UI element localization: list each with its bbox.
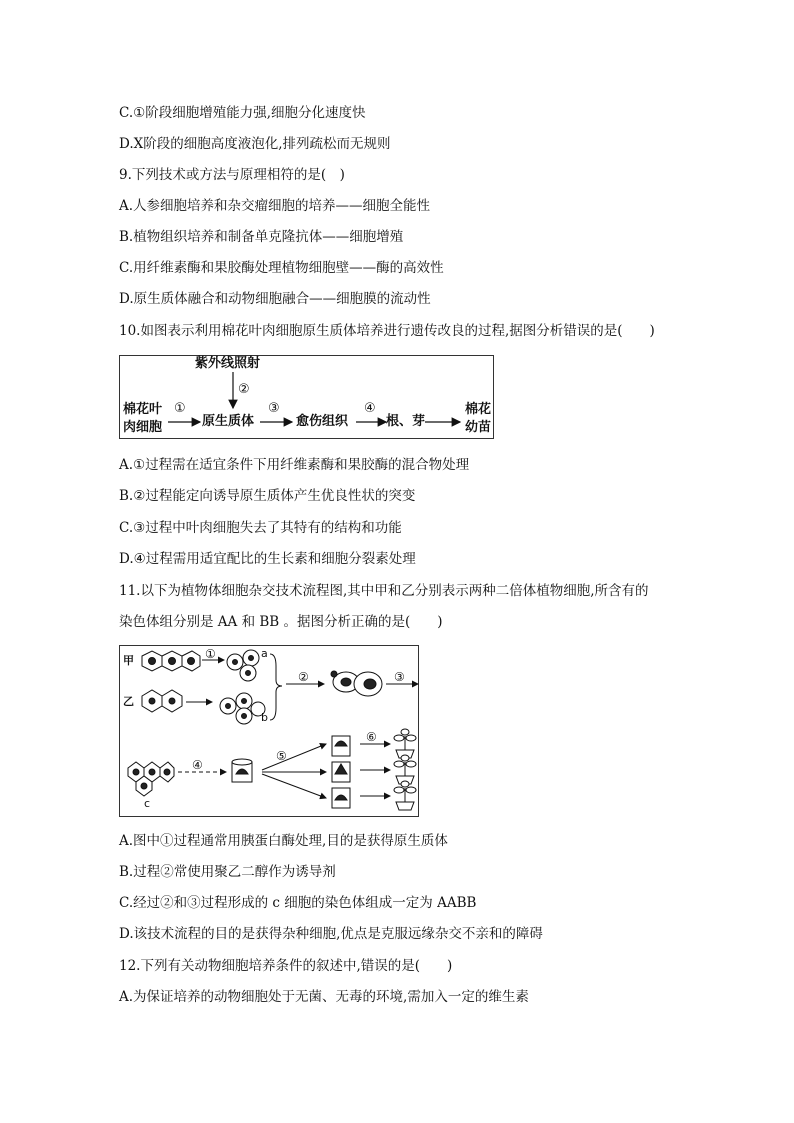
step6-label: ⑥ [366, 730, 377, 744]
q8-option-c: C.①阶段细胞增殖能力强,细胞分化速度快 [119, 105, 366, 121]
fused-cells [331, 671, 382, 696]
q10-flow-diagram [119, 355, 494, 439]
q11-stem-line-1: 11.以下为植物体细胞杂交技术流程图,其中甲和乙分别表示两种二倍体植物细胞,所含有的 [119, 583, 649, 599]
seedling-label-2: 幼苗 [465, 420, 492, 435]
callus-dish [232, 759, 252, 782]
hybrid-plants [394, 729, 416, 810]
leaf-cell-label-2: 肉细胞 [123, 420, 163, 435]
culture-tubes [332, 736, 350, 808]
q10-option-a: A.①过程需在适宜条件下用纤维素酶和果胶酶的混合物处理 [119, 457, 470, 473]
callus-label: 愈伤组织 [296, 414, 349, 429]
yi-label: 乙 [123, 695, 134, 708]
q10-option-d: D.④过程需用适宜配比的生长素和细胞分裂素处理 [119, 551, 416, 567]
leaf-cell-label-1: 棉花叶 [123, 402, 163, 417]
q11-hybridization-diagram [119, 645, 419, 817]
q11-option-b: B.过程②常使用聚乙二醇作为诱导剂 [119, 864, 336, 880]
step4-label: ④ [364, 401, 376, 416]
q10-stem: 10.如图表示利用棉花叶肉细胞原生质体培养进行遗传改良的过程,据图分析错误的是( ) [119, 323, 655, 339]
q12-stem: 12.下列有关动物细胞培养条件的叙述中,错误的是( ) [119, 958, 453, 974]
q11-option-a: A.图中①过程通常用胰蛋白酶处理,目的是获得原生质体 [119, 833, 448, 849]
protoplast-label: 原生质体 [202, 414, 255, 429]
step1-label: ① [174, 401, 186, 416]
step1-label: ① [205, 647, 216, 661]
a-label: a [261, 647, 268, 660]
seedling-label-1: 棉花 [465, 402, 492, 417]
protoplast-a [227, 650, 259, 681]
q11-option-d: D.该技术流程的目的是获得杂种细胞,优点是克服远缘杂交不亲和的障碍 [119, 926, 543, 942]
q9-option-b: B.植物组织培养和制备单克隆抗体——细胞增殖 [119, 229, 404, 245]
q9-option-c: C.用纤维素酶和果胶酶处理植物细胞壁——酶的高效性 [119, 260, 444, 276]
step2-label: ② [238, 382, 250, 397]
protoplast-b [220, 693, 265, 724]
q10-option-c: C.③过程中叶肉细胞失去了其特有的结构和功能 [119, 520, 402, 536]
b-label: b [261, 711, 268, 724]
cells-jia [142, 651, 200, 671]
jia-label: 甲 [123, 654, 134, 667]
step4-label: ④ [192, 758, 203, 772]
q12-option-a: A.为保证培养的动物细胞处于无菌、无毒的环境,需加入一定的维生素 [119, 989, 529, 1005]
q9-option-d: D.原生质体融合和动物细胞融合——细胞膜的流动性 [119, 291, 431, 307]
q9-option-a: A.人参细胞培养和杂交瘤细胞的培养——细胞全能性 [119, 198, 431, 214]
step3-label: ③ [394, 670, 405, 684]
q11-stem-line-2: 染色体组分别是 AA 和 BB 。据图分析正确的是( ) [119, 614, 443, 630]
q8-option-d: D.X阶段的细胞高度液泡化,排列疏松而无规则 [119, 136, 391, 152]
roots-buds-label: 根、芽 [386, 414, 426, 429]
q9-stem: 9.下列技术或方法与原理相符的是( ) [119, 167, 345, 183]
c-label: c [144, 797, 151, 810]
step2-label: ② [298, 670, 309, 684]
uv-label: 紫外线照射 [195, 356, 261, 371]
cells-yi [142, 690, 182, 712]
q11-option-c: C.经过②和③过程形成的 c 细胞的染色体组成一定为 AABB [119, 895, 477, 911]
step5-label: ⑤ [276, 749, 287, 763]
q10-option-b: B.②过程能定向诱导原生质体产生优良性状的突变 [119, 488, 416, 504]
step3-label: ③ [268, 401, 280, 416]
hybrid-cells-c [128, 762, 174, 796]
